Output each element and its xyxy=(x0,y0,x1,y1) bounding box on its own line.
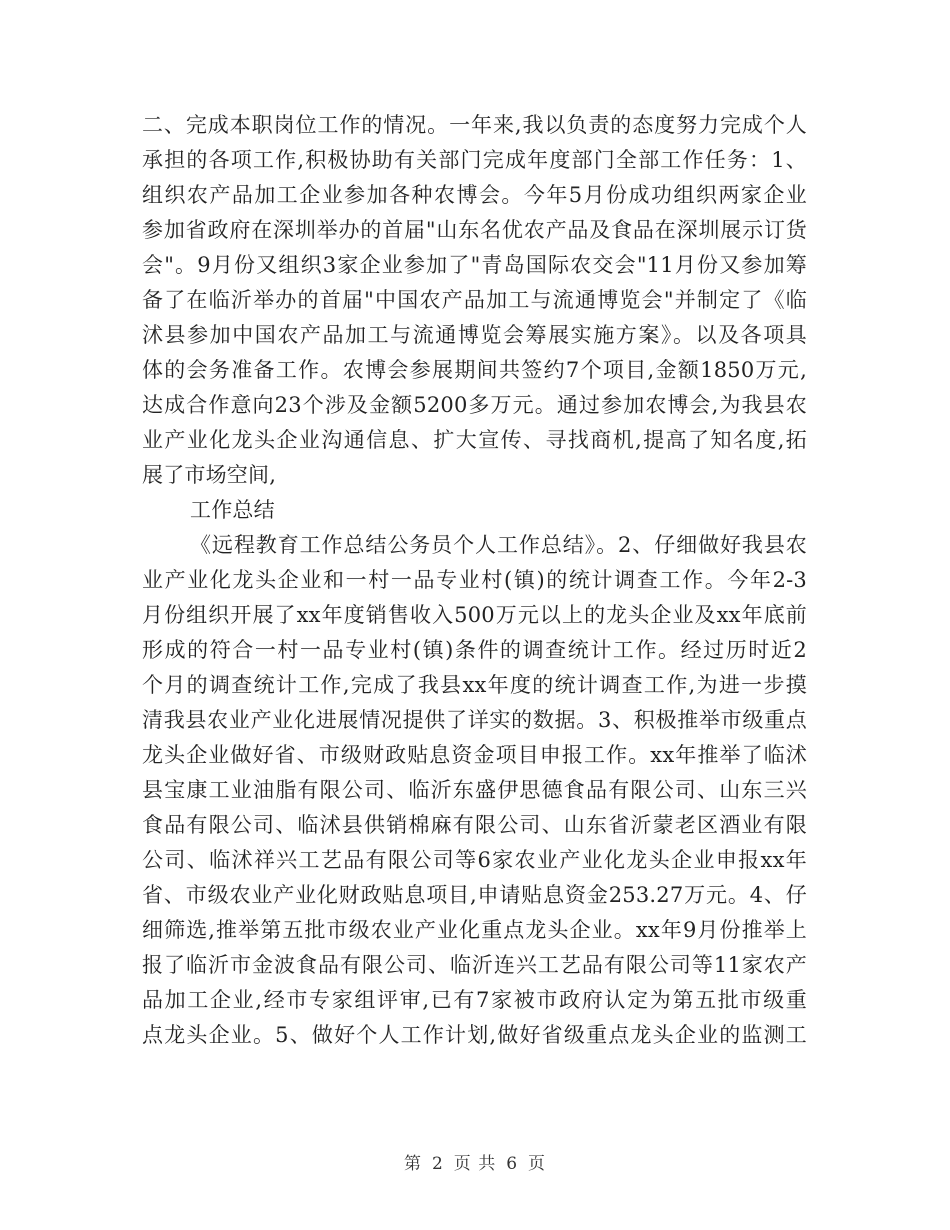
paragraph-line: 《远程教育工作总结公务员个人工作总结》。2、仔细做好我县农 xyxy=(190,533,807,557)
paragraph-line: 品加工企业,经市专家组评审,已有7家被市政府认定为第五批市级重 xyxy=(142,988,807,1012)
paragraph-line: 公司、临沭祥兴工艺品有限公司等6家农业产业化龙头企业申报xx年 xyxy=(142,848,807,872)
paragraph-line: 业产业化龙头企业沟通信息、扩大宣传、寻找商机,提高了知名度,拓 xyxy=(142,428,807,452)
paragraph-line: 二、完成本职岗位工作的情况。一年来,我以负责的态度努力完成个人 xyxy=(142,113,807,137)
paragraph-line: 省、市级农业产业化财政贴息项目,申请贴息资金253.27万元。4、仔 xyxy=(142,883,807,907)
paragraph-line: 细筛选,推举第五批市级农业产业化重点龙头企业。xx年9月份推举上 xyxy=(142,918,807,942)
paragraph-line: 备了在临沂举办的首届"中国农产品加工与流通博览会"并制定了《临 xyxy=(142,288,807,312)
document-body xyxy=(142,108,807,1053)
paragraph-line: 个月的调查统计工作,完成了我县xx年度的统计调查工作,为进一步摸 xyxy=(142,673,807,697)
paragraph-line: 业产业化龙头企业和一村一品专业村(镇)的统计调查工作。今年2-3 xyxy=(142,568,807,592)
paragraph-line: 食品有限公司、临沭县供销棉麻有限公司、山东省沂蒙老区酒业有限 xyxy=(142,813,807,837)
paragraph-line: 形成的符合一村一品专业村(镇)条件的调查统计工作。经过历时近2 xyxy=(142,638,807,662)
paragraph-line: 承担的各项工作,积极协助有关部门完成年度部门全部工作任务：1、 xyxy=(142,148,807,172)
paragraph-line: 清我县农业产业化进展情况提供了详实的数据。3、积极推举市级重点 xyxy=(142,708,807,732)
page-footer xyxy=(0,1149,950,1174)
paragraph-line: 参加省政府在深圳举办的首届"山东名优农产品及食品在深圳展示订货 xyxy=(142,218,807,242)
section-heading: 工作总结 xyxy=(190,498,275,522)
paragraph-line: 达成合作意向23个涉及金额5200多万元。通过参加农博会,为我县农 xyxy=(142,393,807,417)
paragraph-line: 会"。9月份又组织3家企业参加了"青岛国际农交会"11月份又参加筹 xyxy=(142,253,807,277)
current-page-number: 2 xyxy=(431,1154,444,1174)
paragraph-line: 沭县参加中国农产品加工与流通博览会筹展实施方案》。以及各项具 xyxy=(142,323,807,347)
paragraph-line: 县宝康工业油脂有限公司、临沂东盛伊思德食品有限公司、山东三兴 xyxy=(142,778,807,802)
paragraph-line: 月份组织开展了xx年度销售收入500万元以上的龙头企业及xx年底前 xyxy=(142,603,807,627)
paragraph-line: 报了临沂市金波食品有限公司、临沂连兴工艺品有限公司等11家农产 xyxy=(142,953,807,977)
paragraph-line: 体的会务准备工作。农博会参展期间共签约7个项目,金额1850万元, xyxy=(142,358,807,382)
paragraph-line: 点龙头企业。5、做好个人工作计划,做好省级重点龙头企业的监测工 xyxy=(142,1023,807,1047)
footer-prefix: 第 xyxy=(403,1154,422,1174)
paragraph-line: 组织农产品加工企业参加各种农博会。今年5月份成功组织两家企业 xyxy=(142,183,807,207)
paragraph-line: 龙头企业做好省、市级财政贴息资金项目申报工作。xx年推举了临沭 xyxy=(142,743,807,767)
paragraph-line: 展了市场空间, xyxy=(142,463,277,487)
footer-suffix: 页 xyxy=(528,1154,547,1174)
total-page-count: 6 xyxy=(506,1154,519,1174)
footer-middle: 页 共 xyxy=(453,1154,497,1174)
